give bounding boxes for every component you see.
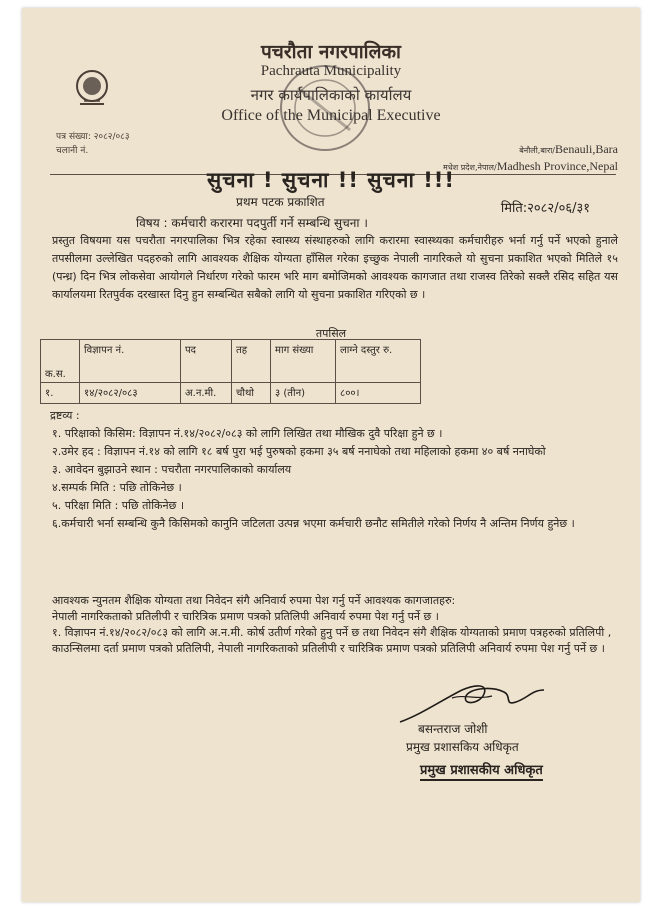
address-np-2: मधेश प्रदेश,नेपाल/ xyxy=(443,163,497,172)
table-header: लाग्ने दस्तुर रु. xyxy=(336,340,421,383)
note-item: ३. आवेदन बुझाउने स्थान : पचरौता नगरपालिकाको कार्यालय xyxy=(52,463,292,476)
dispatch-number: चलानी नं. xyxy=(56,146,89,156)
designation-stamp: प्रमुख प्रशासकीय अधिकृत xyxy=(420,760,543,781)
notes-label: द्रष्टव्य : xyxy=(50,409,80,422)
notes-list xyxy=(52,426,618,534)
municipality-name-en: Pachrauta Municipality xyxy=(260,63,402,79)
note-item: १. परिक्षाको किसिम: विज्ञापन नं.१४/२०८२/०८३ को लागि लिखित तथा मौखिक दुवै परिक्षा हुने छ । xyxy=(52,427,443,440)
note-item: ६.कर्मचारी भर्ना सम्बन्धि कुनै किसिमको कानुनि जटिलता उत्पन्न भएमा कर्मचारी छनौट समितीले गरेको निर्णय नै अन्तिम निर्णय हुनेछ । xyxy=(52,517,575,530)
table-header: तह xyxy=(232,340,271,383)
table-header: क.स. xyxy=(41,340,80,383)
office-name-np: नगर कार्यपालिकाको कार्यालय xyxy=(250,86,412,104)
table-cell: ३ (तीन) xyxy=(271,383,336,404)
handwritten-signature xyxy=(392,676,552,726)
first-publication-label: प्रथम पटक प्रकाशित xyxy=(236,195,325,209)
table-header: विज्ञापन नं. xyxy=(80,340,181,383)
note-item: ४.सम्पर्क मिति : पछि तोकिनेछ । xyxy=(52,481,182,494)
documents-item: १. विज्ञापन नं.१४/२०८२/०८३ को लागि अ.न.मी. कोर्ष उतीर्ण गरेको हुनु पर्ने छ तथा निवेदन संगै शैक्षिक योग्यताको प्रमाण पत्रहरुको प्रतिलिपी , काउन्सिलमा दर्ता प्रमाण पत्रको प्रतिलिपी, नेपाली नागरिकताको प्रतिलीपी र चारित्रिक प्रमाण पत्रको प्रतिलिपी अनिवार्य रुपमा पेश गर्नु पर्ने छ । xyxy=(52,626,612,655)
table-header-row xyxy=(41,340,421,383)
signer-title: प्रमुख प्रशासकिय अधिकृत xyxy=(406,740,519,754)
note-item: २.उमेर हद : विज्ञापन नं.१४ को लागि १८ बर्ष पुरा भई पुरुषको हकमा ३५ बर्ष ननाघेको तथा महिलाको हकमा ४० बर्ष ननाघेको xyxy=(52,445,546,458)
vacancy-table xyxy=(40,339,421,404)
required-documents xyxy=(52,593,618,657)
table-cell: १४/२०८२/०८३ xyxy=(80,383,181,404)
address-line-1 xyxy=(519,142,618,157)
signer-name: बसन्तराज जोशी xyxy=(418,722,488,736)
table-header: पद xyxy=(181,340,232,383)
municipality-name-np: पचरौता नगरपालिका xyxy=(261,41,401,63)
notice-body: प्रस्तुत विषयमा यस पचरौता नगरपालिका भित्र रहेका स्वास्थ्य संस्थाहरुको लागि करारमा स्वास्थ्यका कर्मचारीहरु भर्ना गर्नु पर्ने भएको हुनाले तपसीलमा उल्लेखित पदहरुको लागि आवश्यक शैक्षिक योग्यता हाँसिल गरेका इच्छुक नेपाली नागरिकले यो सुचना प्रकाशित भएको मितिले १५ (पन्ध्र) दिन भित्र लोकसेवा आयोगले निर्धारण गरेको फारम भरि माग बमोजिमको आवश्यक कागजात तथा राजस्व तिरेको सक्लै रसिद सहित यस कार्यालयमा रितपुर्वक दरखास्त दिनु हुन सम्बन्धित सबैको लागि यो सुचना प्रकाशित गरिएको छ । xyxy=(52,234,618,301)
documents-line: नेपाली नागरिकताको प्रतिलीपी र चारित्रिक प्रमाण पत्रको प्रतिलिपी अनिवार्य रुपमा पेश गर्नु पर्ने छ । xyxy=(52,610,439,623)
address-en-2: Madhesh Province,Nepal xyxy=(496,159,618,173)
documents-intro: आवश्यक न्युनतम शैक्षिक योग्यता तथा निवेदन संगै अनिवार्य रुपमा पेश गर्नु पर्ने आवश्यक कागजातहरु: xyxy=(52,594,456,607)
table-cell: चौथो xyxy=(232,383,271,404)
notice-date: मिति:२०८२/०६/३१ xyxy=(500,201,590,216)
table-header: माग संख्या xyxy=(271,340,336,383)
table-caption: तपसिल xyxy=(315,327,347,340)
office-name-en: Office of the Municipal Executive xyxy=(221,107,441,124)
table-cell: अ.न.मी. xyxy=(181,383,232,404)
document-page xyxy=(22,8,640,902)
reference-number: पत्र संख्या: २०८२/०८३ xyxy=(56,132,130,142)
table-row xyxy=(41,383,421,404)
address-en-1: Benauli,Bara xyxy=(555,142,618,156)
notice-subject: विषय : कर्मचारी करारमा पदपुर्ती गर्ने सम्बन्धि सुचना । xyxy=(136,216,368,230)
notice-heading: सुचना ! सुचना !! सुचना !!! xyxy=(207,168,455,192)
table-cell: ८००। xyxy=(336,383,421,404)
table-cell: १. xyxy=(41,383,80,404)
note-item: ५. परिक्षा मिति : पछि तोकिनेछ । xyxy=(52,499,184,512)
address-np-1: बेनौली,बारा/ xyxy=(519,146,556,155)
